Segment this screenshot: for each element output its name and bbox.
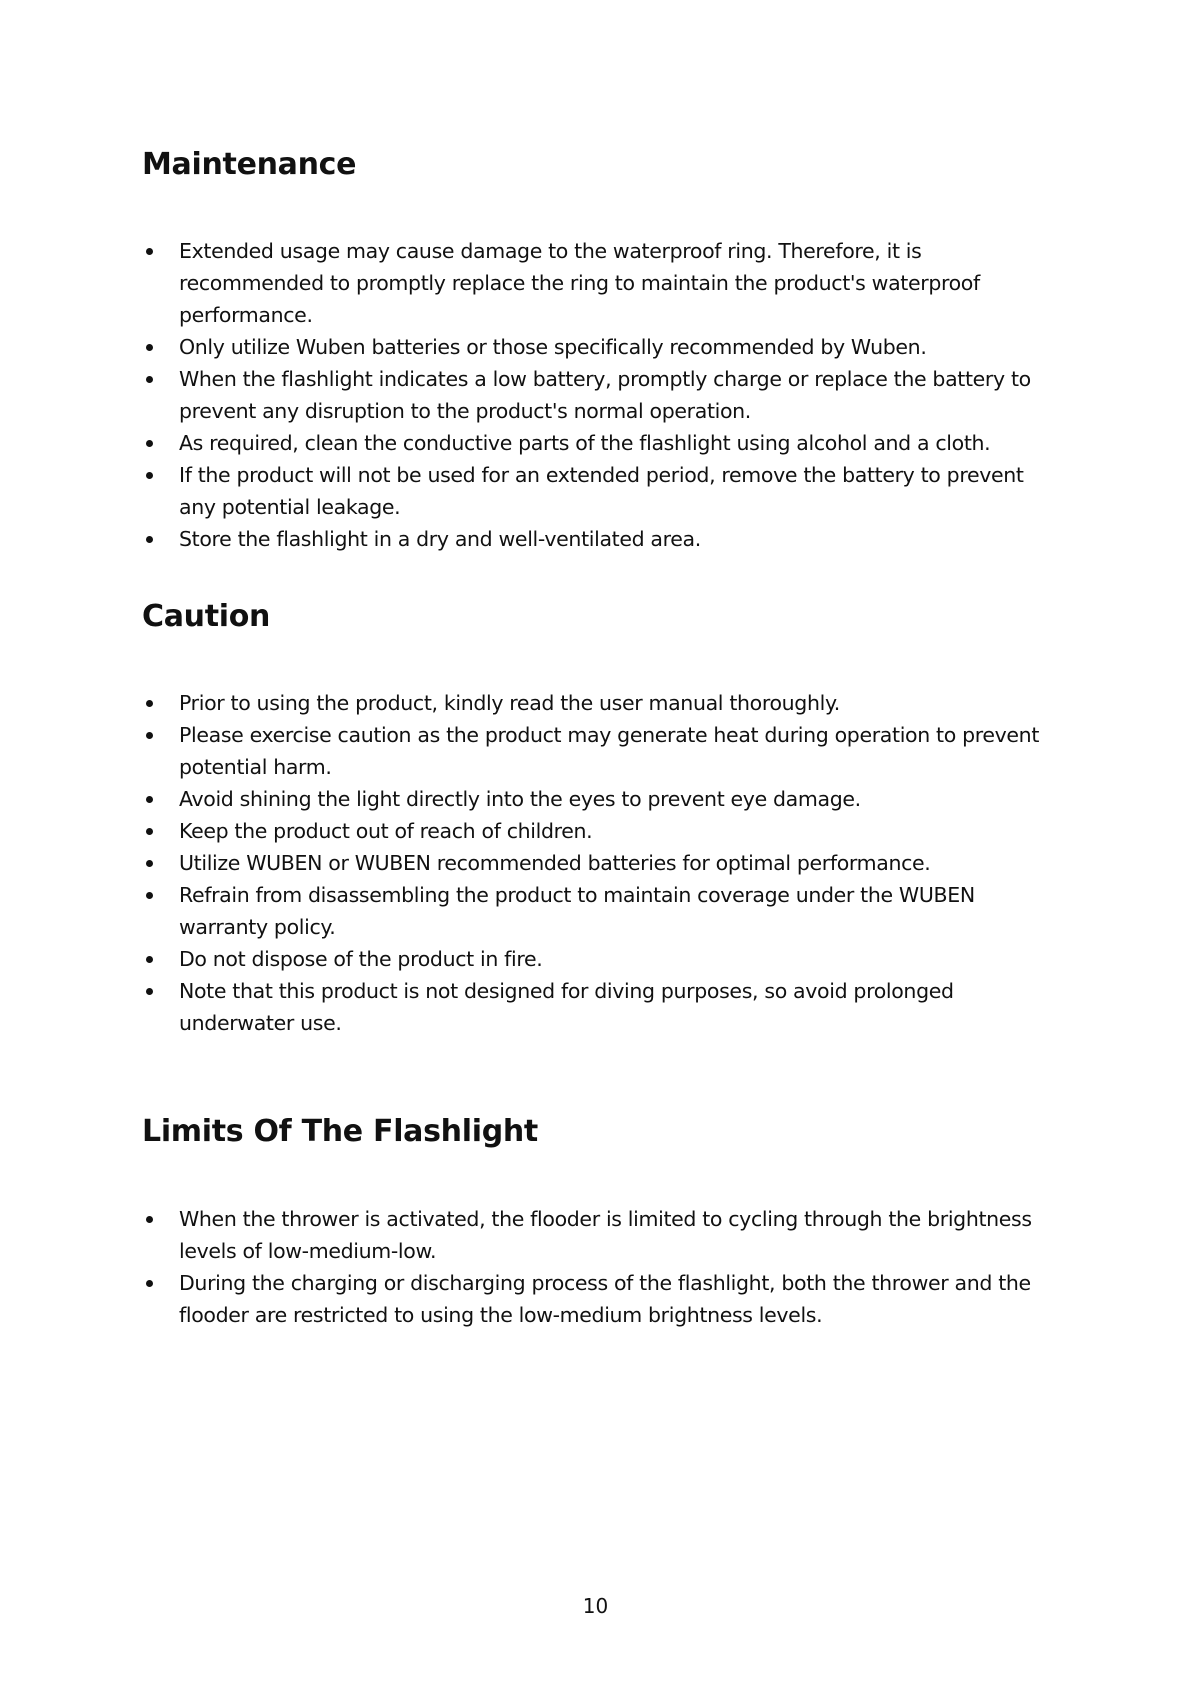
list-item-text: When the thrower is activated, the flooder is limited to cycling through the brightness levels of low-medium-low. bbox=[179, 1207, 1032, 1263]
bullet-icon bbox=[146, 344, 153, 351]
bullet-icon bbox=[146, 828, 153, 835]
bullet-icon bbox=[146, 732, 153, 739]
list-item-text: If the product will not be used for an extended period, remove the battery to prevent any potential leakage. bbox=[179, 463, 1024, 519]
list-item-text: Prior to using the product, kindly read the user manual thoroughly. bbox=[179, 691, 840, 715]
maintenance-heading: Maintenance bbox=[142, 147, 357, 182]
list-item bbox=[142, 459, 1062, 523]
list-item-text: Note that this product is not designed for diving purposes, so avoid prolonged underwater use. bbox=[179, 979, 954, 1035]
list-item bbox=[142, 943, 1062, 975]
list-item-text: Keep the product out of reach of children. bbox=[179, 819, 593, 843]
bullet-icon bbox=[146, 892, 153, 899]
bullet-icon bbox=[146, 376, 153, 383]
list-item bbox=[142, 847, 1062, 879]
list-item-text: Extended usage may cause damage to the waterproof ring. Therefore, it is recommended to promptly replace the ring to maintain the product's waterproof performance. bbox=[179, 239, 980, 327]
list-item-text: During the charging or discharging process of the flashlight, both the thrower and the flooder are restricted to using the low-medium brightness levels. bbox=[179, 1271, 1031, 1327]
list-item bbox=[142, 331, 1062, 363]
list-item bbox=[142, 815, 1062, 847]
caution-heading: Caution bbox=[142, 599, 271, 634]
maintenance-list bbox=[142, 235, 1062, 555]
list-item bbox=[142, 235, 1062, 331]
list-item-text: When the flashlight indicates a low battery, promptly charge or replace the battery to prevent any disruption to the product's normal operation. bbox=[179, 367, 1031, 423]
list-item bbox=[142, 363, 1062, 427]
list-item-text: Refrain from disassembling the product to maintain coverage under the WUBEN warranty policy. bbox=[179, 883, 975, 939]
bullet-icon bbox=[146, 1280, 153, 1287]
list-item bbox=[142, 975, 1062, 1039]
list-item-text: Please exercise caution as the product may generate heat during operation to prevent potential harm. bbox=[179, 723, 1040, 779]
list-item bbox=[142, 783, 1062, 815]
bullet-icon bbox=[146, 1216, 153, 1223]
list-item bbox=[142, 427, 1062, 459]
limits-list bbox=[142, 1203, 1062, 1331]
list-item-text: Do not dispose of the product in fire. bbox=[179, 947, 543, 971]
bullet-icon bbox=[146, 796, 153, 803]
page-number: 10 bbox=[582, 1594, 609, 1618]
bullet-icon bbox=[146, 248, 153, 255]
bullet-icon bbox=[146, 536, 153, 543]
bullet-icon bbox=[146, 860, 153, 867]
list-item-text: Store the flashlight in a dry and well-ventilated area. bbox=[179, 527, 701, 551]
limits-heading: Limits Of The Flashlight bbox=[142, 1114, 538, 1149]
list-item bbox=[142, 719, 1062, 783]
list-item-text: Utilize WUBEN or WUBEN recommended batteries for optimal performance. bbox=[179, 851, 931, 875]
bullet-icon bbox=[146, 700, 153, 707]
bullet-icon bbox=[146, 440, 153, 447]
list-item bbox=[142, 1203, 1062, 1267]
bullet-icon bbox=[146, 956, 153, 963]
bullet-icon bbox=[146, 988, 153, 995]
list-item-text: Avoid shining the light directly into the eyes to prevent eye damage. bbox=[179, 787, 861, 811]
bullet-icon bbox=[146, 472, 153, 479]
list-item bbox=[142, 687, 1062, 719]
caution-list bbox=[142, 687, 1062, 1039]
list-item-text: As required, clean the conductive parts of the flashlight using alcohol and a cloth. bbox=[179, 431, 991, 455]
list-item bbox=[142, 523, 1062, 555]
list-item bbox=[142, 879, 1062, 943]
list-item bbox=[142, 1267, 1062, 1331]
list-item-text: Only utilize Wuben batteries or those specifically recommended by Wuben. bbox=[179, 335, 927, 359]
